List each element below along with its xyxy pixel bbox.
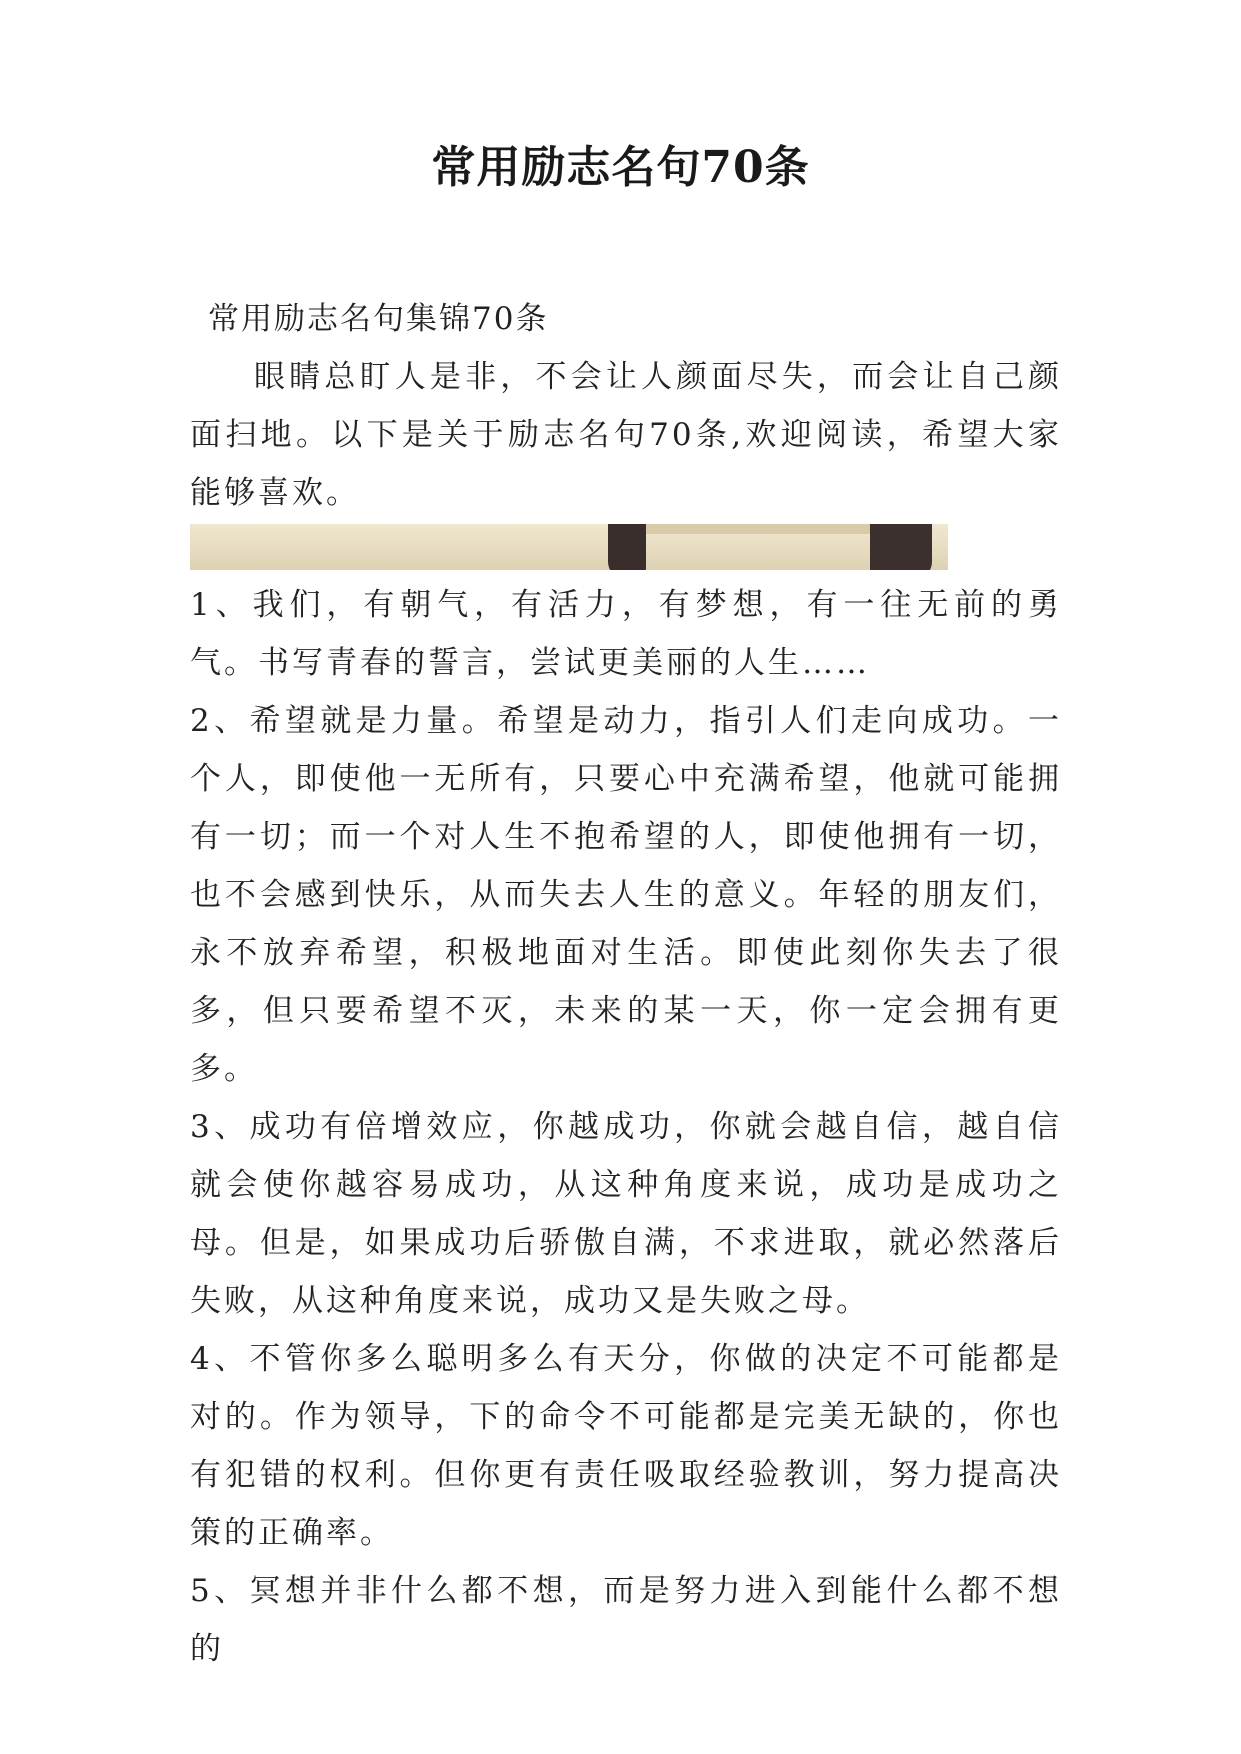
list-item: 3、成功有倍增效应，你越成功，你就会越自信，越自信就会使你越容易成功，从这种角度来说，成功是成功之母。但是，如果成功后骄傲自满，不求进取，就必然落后失败，从这种角度来说，成功又是失败之母。 bbox=[190, 1109, 1062, 1319]
subtitle: 常用励志名句集锦70条 bbox=[208, 301, 549, 337]
list-item: 4、不管你多么聪明多么有天分，你做的决定不可能都是对的。作为领导，下的命令不可能都是完美无缺的，你也有犯错的权利。但你更有责任吸取经验教训，努力提高决策的正确率。 bbox=[190, 1341, 1062, 1551]
list-item: 1、我们，有朝气，有活力，有梦想，有一往无前的勇气。书写青春的誓言，尝试更美丽的人生…… bbox=[190, 587, 1062, 681]
document-body bbox=[190, 290, 1062, 1678]
list-item: 2、希望就是力量。希望是动力，指引人们走向成功。一个人，即使他一无所有，只要心中充满希望，他就可能拥有一切；而一个对人生不抱希望的人，即使他拥有一切，也不会感到快乐，从而失去人生的意义。年轻的朋友们，永不放弃希望，积极地面对生活。即使此刻你失去了很多，但只要希望不灭，未来的某一天，你一定会拥有更多。 bbox=[190, 703, 1062, 1087]
quote-list bbox=[190, 576, 1062, 1678]
banner-figure-right bbox=[870, 524, 932, 570]
list-item: 5、冥想并非什么都不想，而是努力进入到能什么都不想的 bbox=[190, 1573, 1062, 1667]
page-title: 常用励志名句70条 bbox=[431, 142, 810, 193]
banner-figure-left bbox=[608, 524, 646, 570]
intro-paragraph: 眼睛总盯人是非，不会让人颜面尽失，而会让自己颜面扫地。以下是关于励志名句70条,欢迎阅读，希望大家能够喜欢。 bbox=[190, 359, 1062, 511]
banner-image bbox=[190, 524, 948, 570]
banner-band bbox=[646, 524, 870, 534]
